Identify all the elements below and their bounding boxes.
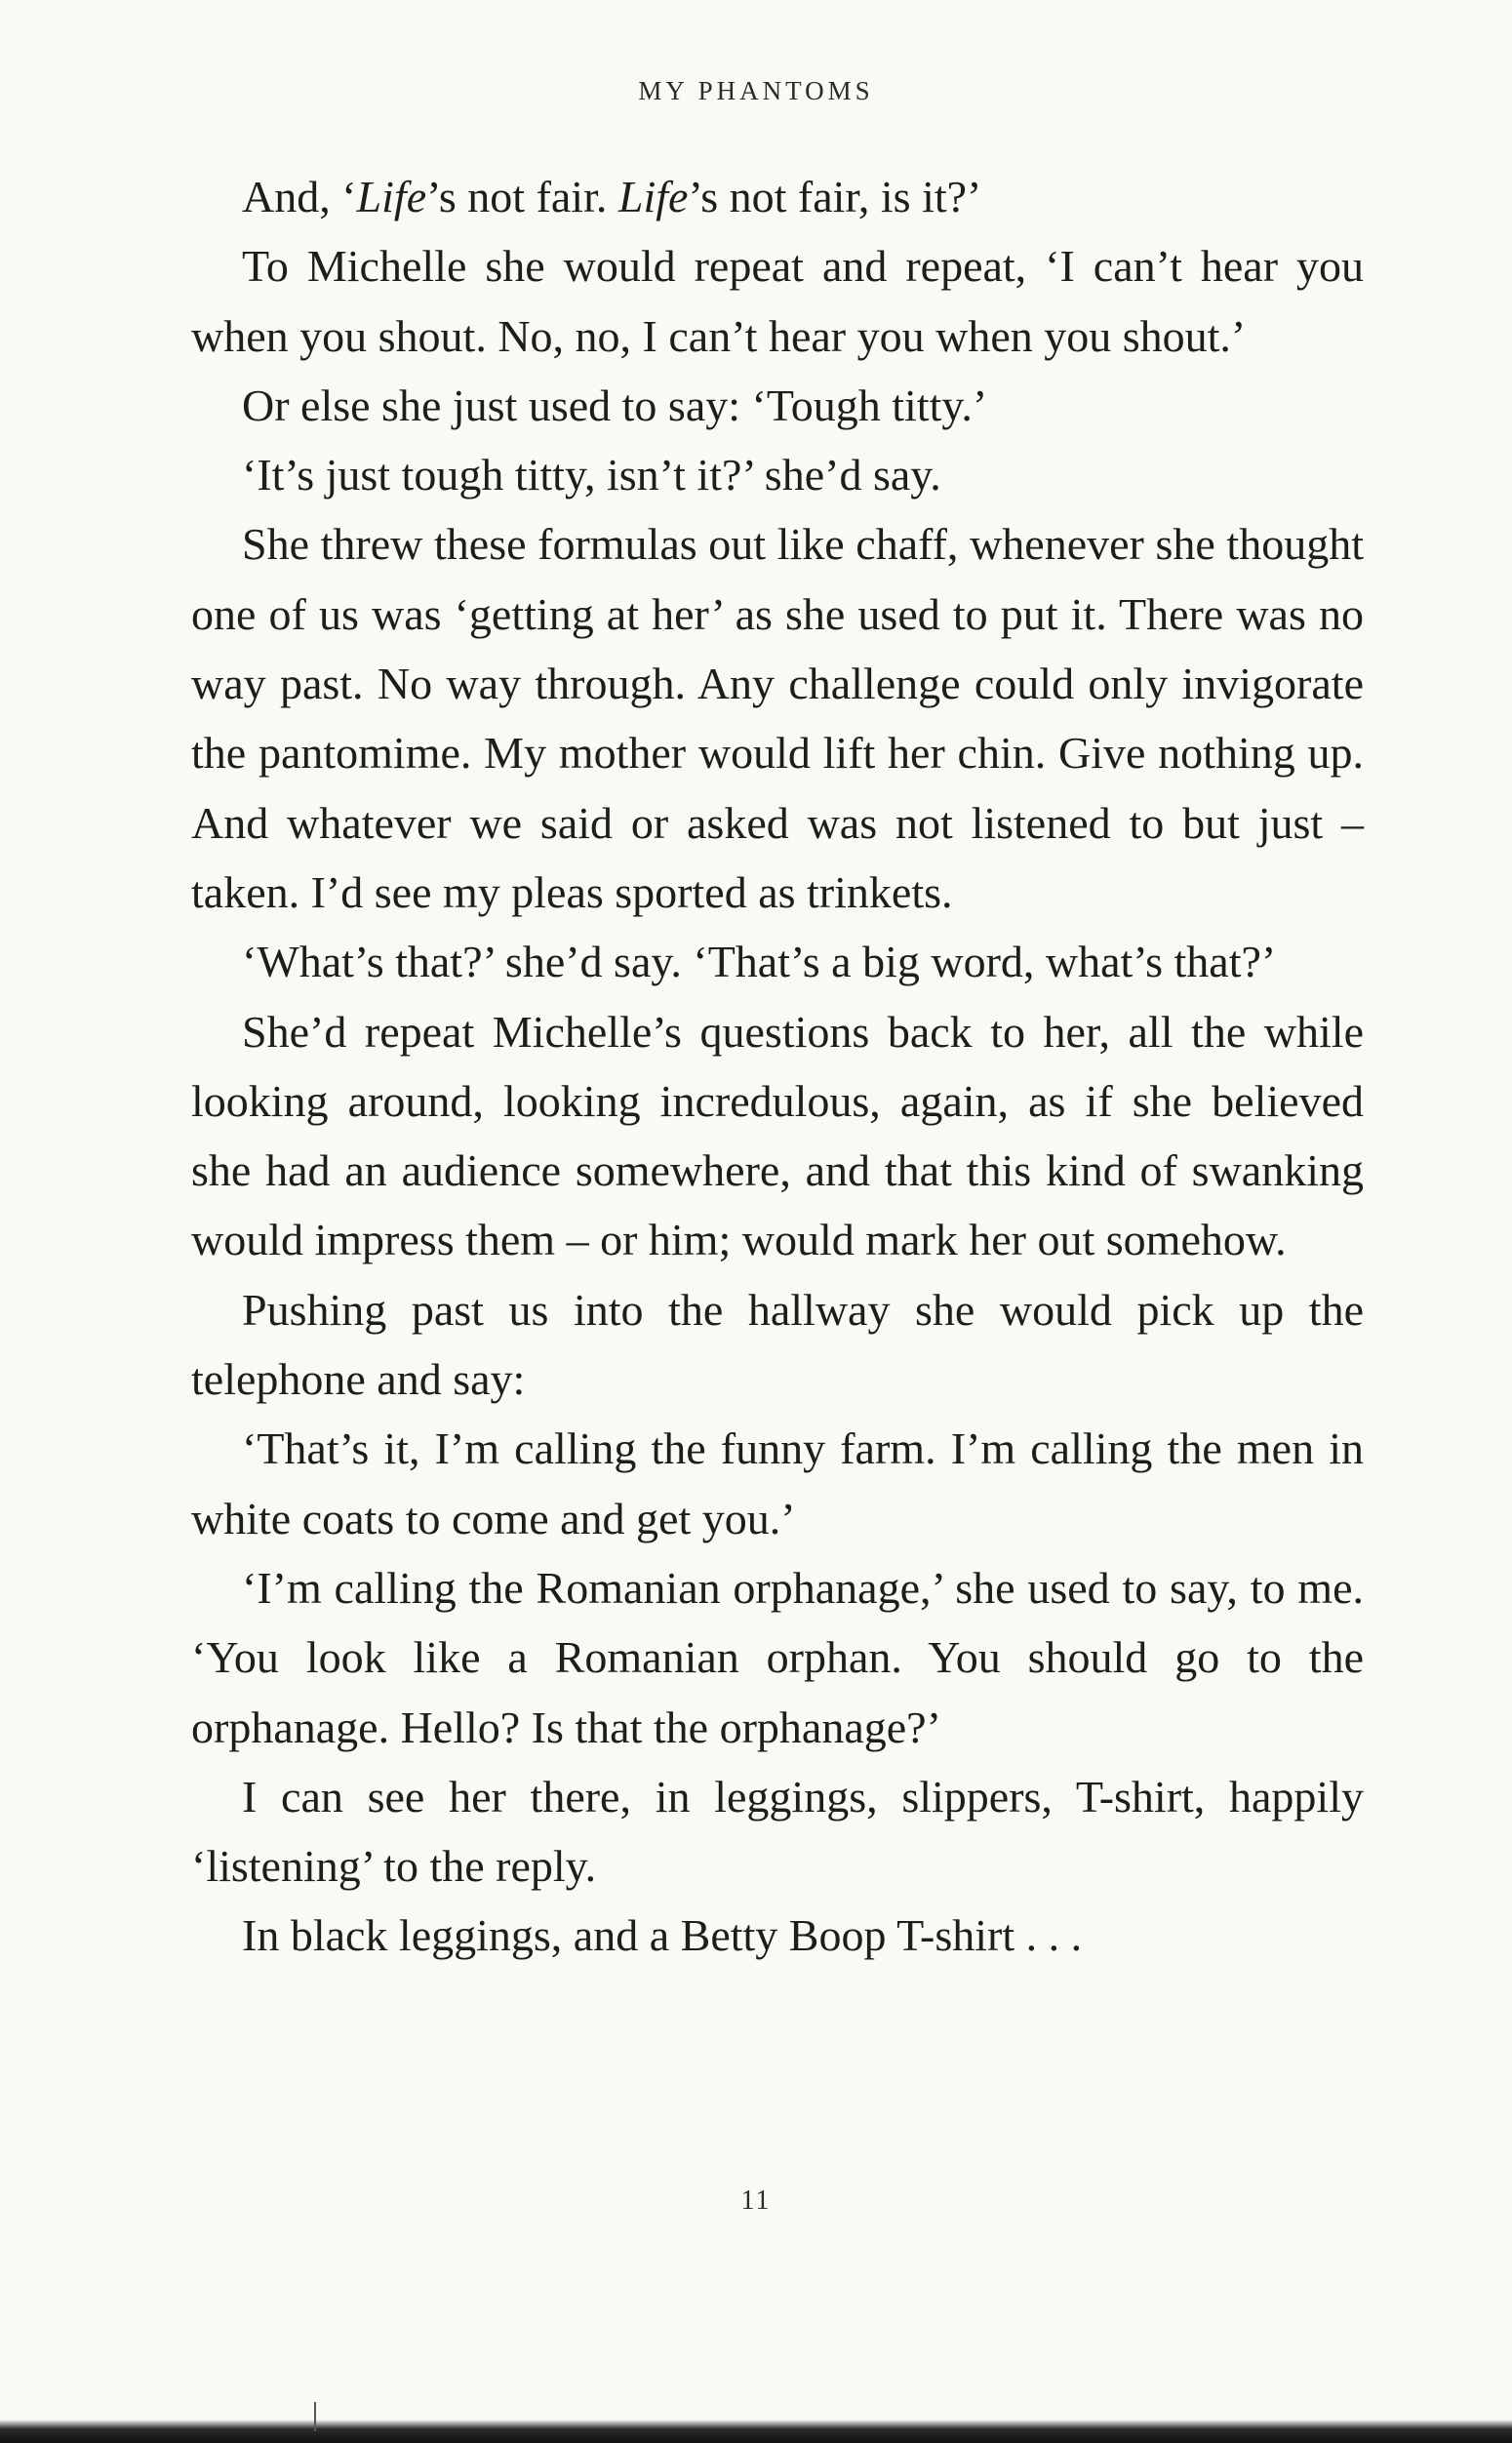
- paragraph: [191, 1901, 1364, 1970]
- text-segment: And, ‘: [242, 172, 357, 221]
- text-segment: She’d repeat Michelle’s questions back to her, all the while looking around, looking incredulous, again, as if she believed she had an audience somewhere, and that this kind of swanking would impress them – or him; would mark her out somehow.: [191, 1006, 1364, 1265]
- body-text: [191, 162, 1364, 1971]
- text-segment: ‘That’s it, I’m calling the funny farm. I’m calling the men in white coats to come and get you.’: [191, 1423, 1364, 1543]
- text-segment: ’s not fair.: [426, 172, 618, 221]
- paragraph: [191, 1553, 1364, 1762]
- scan-mark: [314, 2402, 316, 2431]
- paragraph: [191, 1275, 1364, 1415]
- paragraph: [191, 1762, 1364, 1902]
- text-segment: Or else she just used to say: ‘Tough titty.’: [242, 380, 988, 430]
- paragraph: [191, 231, 1364, 371]
- text-segment: ‘What’s that?’ she’d say. ‘That’s a big word, what’s that?’: [242, 937, 1277, 987]
- text-segment: Pushing past us into the hallway she would pick up the telephone and say:: [191, 1284, 1364, 1405]
- scan-bottom-edge: [0, 2420, 1512, 2443]
- paragraph: [191, 162, 1364, 231]
- paragraph: [191, 440, 1364, 509]
- paragraph: [191, 371, 1364, 440]
- paragraph: [191, 509, 1364, 927]
- text-segment: ‘It’s just tough titty, isn’t it?’ she’d say.: [242, 450, 941, 501]
- running-head: MY PHANTOMS: [638, 76, 874, 105]
- text-segment: In black leggings, and a Betty Boop T-shirt . . .: [242, 1910, 1083, 1961]
- paragraph: [191, 997, 1364, 1275]
- text-segment: ‘I’m calling the Romanian orphanage,’ she used to say, to me. ‘You look like a Romanian orphan. You should go to the orphanage. Hello? Is that the orphanage?’: [191, 1562, 1364, 1752]
- page-number: 11: [740, 2185, 772, 2216]
- paragraph: [191, 1414, 1364, 1553]
- text-segment: I can see her there, in leggings, slippers, T-shirt, happily ‘listening’ to the reply.: [191, 1771, 1364, 1892]
- text-segment: To Michelle she would repeat and repeat, ‘I can’t hear you when you shout. No, no, I can’t hear you when you shout.’: [191, 241, 1364, 361]
- text-segment: ’s not fair, is it?’: [688, 172, 982, 221]
- paragraph: [191, 927, 1364, 996]
- italic-text: Life: [617, 172, 689, 221]
- italic-text: Life: [356, 172, 427, 221]
- text-segment: She threw these formulas out like chaff, whenever she thought one of us was ‘getting at her’ as she used to put it. There was no way past. No way through. Any challenge could only invigorate the pantomime. My mother would lift her chin. Give nothing up. And whatever we said or asked was not listened to but just – taken. I’d see my pleas sported as trinkets.: [191, 519, 1364, 917]
